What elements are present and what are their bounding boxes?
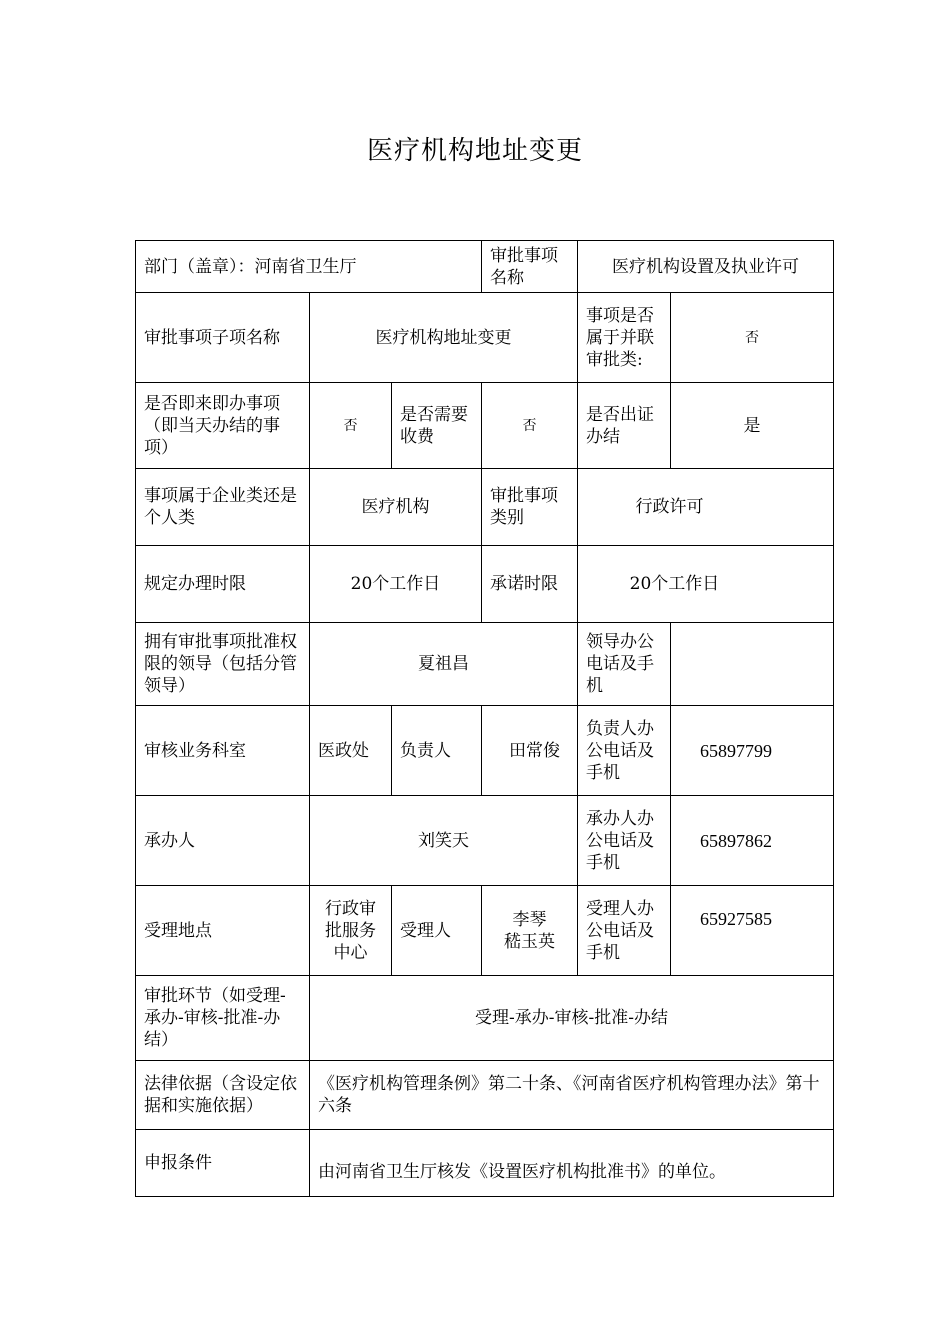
cert-label: 是否出证办结 bbox=[577, 382, 671, 469]
page-title: 医疗机构地址变更 bbox=[366, 136, 583, 166]
office-label: 审核业务科室 bbox=[135, 705, 310, 796]
category-value: 行政许可 bbox=[577, 468, 834, 546]
handler-label: 承办人 bbox=[135, 795, 310, 886]
leader-phone-label: 领导办公电话及手机 bbox=[577, 622, 671, 706]
leader-label: 拥有审批事项批准权限的领导（包括分管领导） bbox=[135, 622, 310, 706]
handler-phone-label: 承办人办公电话及手机 bbox=[577, 795, 671, 886]
cond-label: 申报条件 bbox=[135, 1129, 310, 1197]
office-value: 医政处 bbox=[309, 705, 392, 796]
receiver-phone-label: 受理人办公电话及手机 bbox=[577, 885, 671, 976]
flow-label: 审批环节（如受理-承办-审核-批准-办结） bbox=[135, 975, 310, 1061]
dept-cell: 部门（盖章）：河南省卫生厅 bbox=[135, 240, 482, 293]
head-value: 田常俊 bbox=[481, 705, 578, 796]
law-value: 《医疗机构管理条例》第二十条、《河南省医疗机构管理办法》第十六条 bbox=[309, 1060, 834, 1130]
category-label: 审批事项类别 bbox=[481, 468, 578, 546]
head-phone-label: 负责人办公电话及手机 bbox=[577, 705, 671, 796]
receiver-name-1: 李琴 bbox=[512, 909, 547, 930]
limit-value: 20个工作日 bbox=[309, 545, 482, 623]
cert-value: 是 bbox=[670, 382, 834, 469]
leader-phone-value bbox=[670, 622, 834, 706]
instant-value: 否 bbox=[309, 382, 392, 469]
type-label: 事项属于企业类还是个人类 bbox=[135, 468, 310, 546]
handler-phone-value: 65897862 bbox=[670, 795, 834, 886]
receiver-value bbox=[481, 885, 578, 976]
item-name-label: 审批事项名称 bbox=[481, 240, 578, 293]
place-label: 受理地点 bbox=[135, 885, 310, 976]
joint-value: 否 bbox=[670, 292, 834, 383]
place-value: 行政审批服务中心 bbox=[309, 885, 392, 976]
promise-label: 承诺时限 bbox=[481, 545, 578, 623]
limit-label: 规定办理时限 bbox=[135, 545, 310, 623]
handler-value: 刘笑天 bbox=[309, 795, 578, 886]
joint-label: 事项是否属于并联审批类: bbox=[577, 292, 671, 383]
fee-value: 否 bbox=[481, 382, 578, 469]
receiver-phone-value: 65927585 bbox=[670, 885, 834, 976]
receiver-name-2: 嵇玉英 bbox=[504, 931, 555, 952]
promise-value: 20个工作日 bbox=[577, 545, 834, 623]
leader-value: 夏祖昌 bbox=[309, 622, 578, 706]
instant-label: 是否即来即办事项（即当天办结的事项） bbox=[135, 382, 310, 469]
cond-value: 由河南省卫生厅核发《设置医疗机构批准书》的单位。 bbox=[309, 1129, 834, 1197]
law-label: 法律依据（含设定依据和实施依据） bbox=[135, 1060, 310, 1130]
item-name-value: 医疗机构设置及执业许可 bbox=[577, 240, 834, 293]
sub-item-label: 审批事项子项名称 bbox=[135, 292, 310, 383]
fee-label: 是否需要收费 bbox=[391, 382, 482, 469]
head-phone-value: 65897799 bbox=[670, 705, 834, 796]
head-label: 负责人 bbox=[391, 705, 482, 796]
receiver-label: 受理人 bbox=[391, 885, 482, 976]
sub-item-value: 医疗机构地址变更 bbox=[309, 292, 578, 383]
flow-value: 受理-承办-审核-批准-办结 bbox=[309, 975, 834, 1061]
type-value: 医疗机构 bbox=[309, 468, 482, 546]
